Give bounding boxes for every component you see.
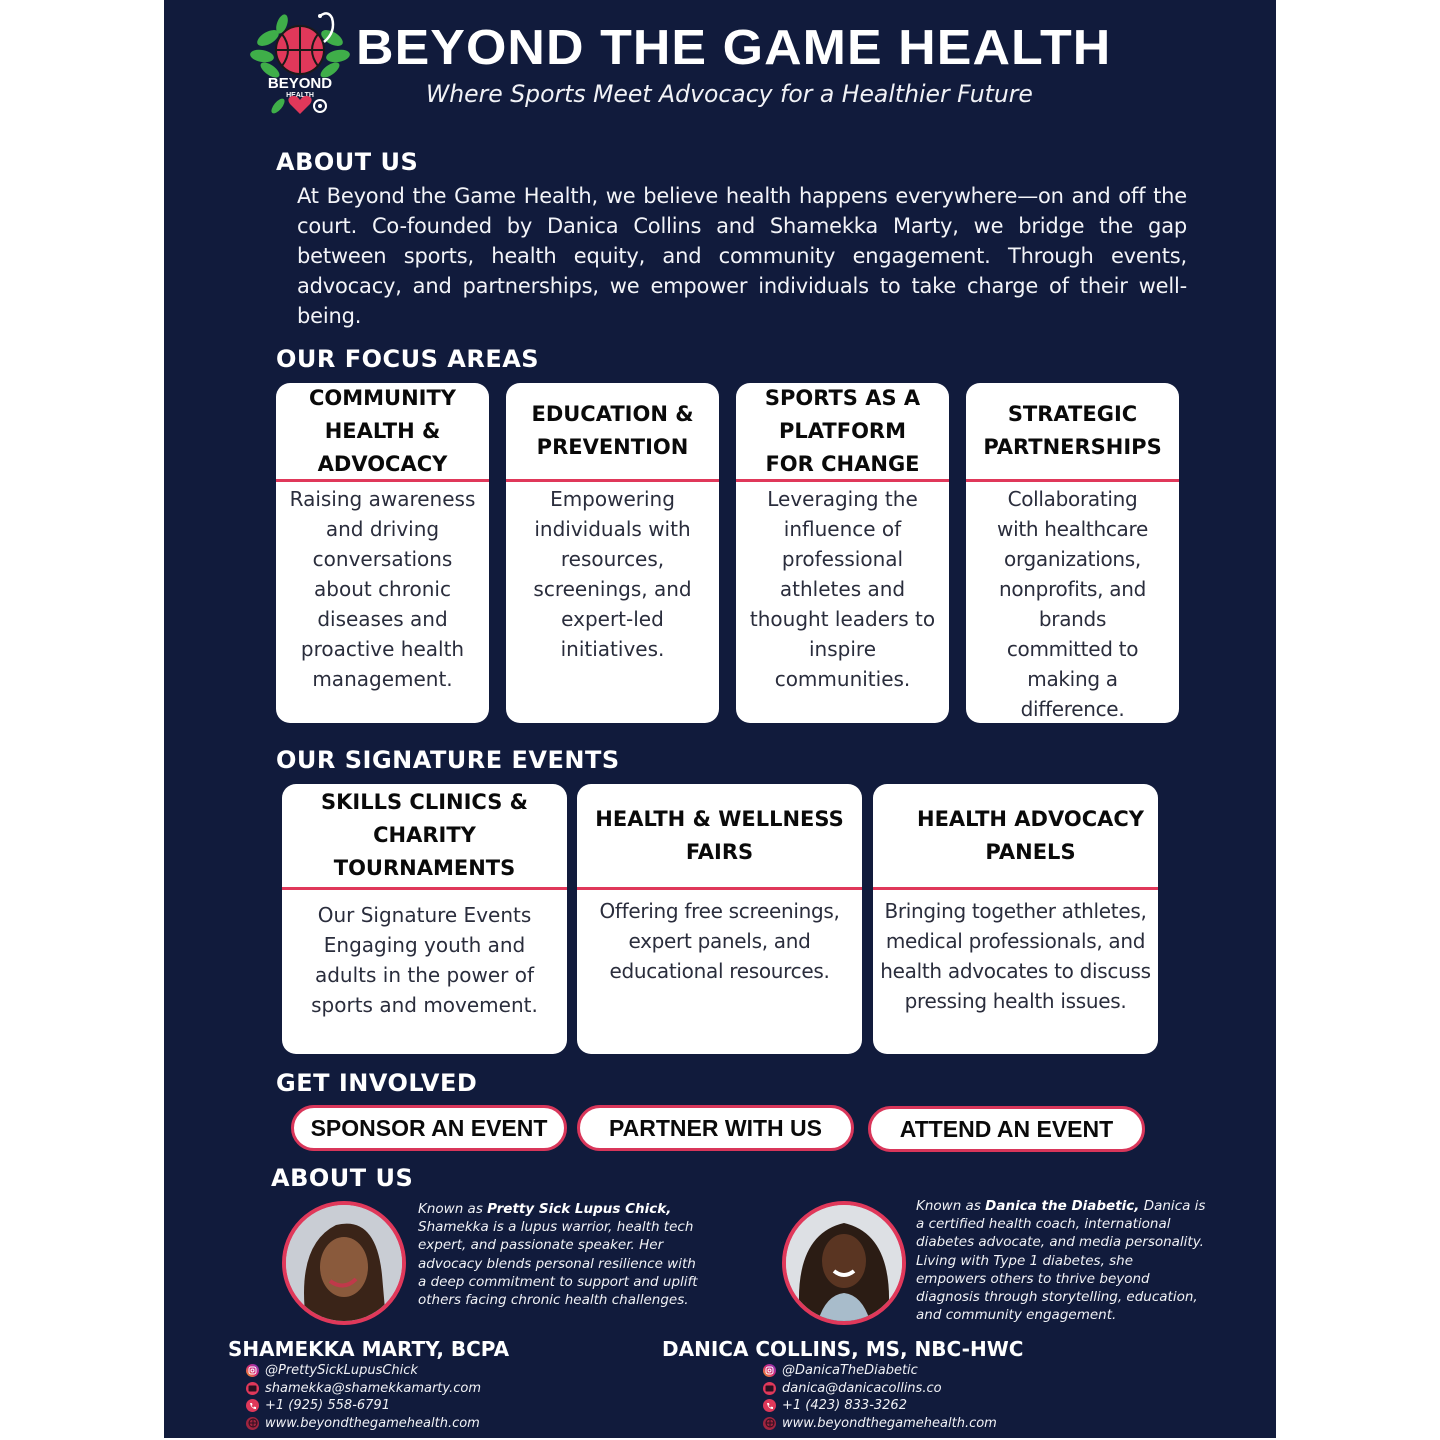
portrait-icon	[286, 1205, 402, 1321]
card-description: Offering free screenings, expert panels, and educational resources.	[599, 899, 840, 983]
event-card-wellness-fairs	[577, 784, 862, 1054]
partner-with-us-button[interactable]: PARTNER WITH US	[577, 1105, 854, 1151]
sponsor-event-button[interactable]: SPONSOR AN EVENT	[291, 1105, 567, 1151]
card-title: STRATEGIC PARTNERSHIPS	[966, 383, 1179, 482]
card-description: Collaborating with healthcare organizations, nonprofits, and brands committed to making a difference.	[997, 487, 1148, 721]
phone-link[interactable]: +1 (423) 833-3262	[763, 1397, 997, 1415]
card-title: SPORTS AS A PLATFORM FOR CHANGE	[736, 383, 949, 482]
event-card-skills-clinics	[282, 784, 567, 1054]
brand-logo	[248, 8, 352, 116]
signature-events-heading: OUR SIGNATURE EVENTS	[276, 746, 620, 774]
event-card-advocacy-panels	[873, 784, 1158, 1054]
focus-card-education	[506, 383, 719, 723]
founders-heading: ABOUT US	[271, 1164, 414, 1192]
phone-icon	[763, 1399, 776, 1412]
instagram-handle[interactable]: @PrettySickLupusChick	[246, 1362, 481, 1380]
card-title: HEALTH ADVOCACY PANELS	[873, 784, 1158, 890]
svg-text:HEALTH: HEALTH	[286, 92, 314, 99]
card-description: Raising awareness and driving conversations about chronic diseases and proactive health management.	[289, 487, 476, 691]
bio-danica: Known as Danica the Diabetic, Danica is a certified health coach, international diabetes advocate, and media personality. Living with Type 1 diabetes, she empowers others to thrive beyond diagnosis through storytelling, education, and community engagement.	[916, 1198, 1206, 1324]
website-link[interactable]: www.beyondthegamehealth.com	[763, 1415, 997, 1433]
organization-title: BEYOND THE GAME HEALTH	[356, 21, 1112, 75]
card-description: Bringing together athletes, medical professionals, and health advocates to discuss pressing health issues.	[880, 899, 1151, 1013]
avatar-danica-collins	[782, 1201, 906, 1325]
get-involved-heading: GET INVOLVED	[276, 1069, 478, 1097]
card-description: Empowering individuals with resources, screenings, and expert-led initiatives.	[533, 487, 692, 661]
svg-text:BEYOND: BEYOND	[267, 75, 333, 92]
name-shamekka-marty: SHAMEKKA MARTY, BCPA	[228, 1337, 510, 1361]
instagram-handle[interactable]: @DanicaTheDiabetic	[763, 1362, 997, 1380]
globe-icon	[763, 1417, 776, 1430]
about-heading: ABOUT US	[276, 148, 419, 176]
focus-card-partnerships	[966, 383, 1179, 723]
card-description: Our Signature Events Engaging youth and adults in the power of sports and movement.	[311, 903, 538, 1017]
contacts-danica	[763, 1362, 997, 1432]
bio-shamekka: Known as Pretty Sick Lupus Chick, Shamekka is a lupus warrior, health tech expert, and passionate speaker. Her advocacy blends personal resilience with a deep commitment to support and uplift others facing chronic health challenges.	[418, 1201, 698, 1309]
globe-icon	[246, 1417, 259, 1430]
phone-link[interactable]: +1 (925) 558-6791	[246, 1397, 481, 1415]
email-icon	[246, 1382, 259, 1395]
phone-icon	[246, 1399, 259, 1412]
name-danica-collins: DANICA COLLINS, MS, NBC-HWC	[662, 1337, 1024, 1361]
alias: Danica the Diabetic,	[985, 1198, 1140, 1214]
focus-areas-heading: OUR FOCUS AREAS	[276, 345, 540, 373]
website-link[interactable]: www.beyondthegamehealth.com	[246, 1415, 481, 1433]
card-title: EDUCATION & PREVENTION	[506, 383, 719, 482]
card-title: SKILLS CLINICS & CHARITY TOURNAMENTS	[282, 784, 567, 890]
focus-card-sports-platform	[736, 383, 949, 723]
attend-event-button[interactable]: ATTEND AN EVENT	[868, 1106, 1145, 1152]
card-description: Leveraging the influence of professional athletes and thought leaders to inspire communities.	[749, 487, 936, 691]
about-paragraph: At Beyond the Game Health, we believe health happens everywhere—on and off the court. Co-founded by Danica Collins and Shamekka Marty, we bridge the gap between sports, health equity, and community engagement. Through events, advocacy, and partnerships, we empower individuals to take charge of their well-being.	[297, 184, 1187, 328]
instagram-icon	[763, 1364, 776, 1377]
email-link[interactable]: shamekka@shamekkamarty.com	[246, 1380, 481, 1398]
avatar-shamekka-marty	[282, 1201, 406, 1325]
contacts-shamekka	[246, 1362, 481, 1432]
flyer	[164, 0, 1276, 1438]
instagram-icon	[246, 1364, 259, 1377]
portrait-icon	[786, 1205, 902, 1321]
email-icon	[763, 1382, 776, 1395]
card-title: HEALTH & WELLNESS FAIRS	[577, 784, 862, 890]
email-link[interactable]: danica@danicacollins.co	[763, 1380, 997, 1398]
focus-card-community-health	[276, 383, 489, 723]
tagline: Where Sports Meet Advocacy for a Healthier Future	[426, 80, 1033, 108]
card-title: COMMUNITY HEALTH & ADVOCACY	[276, 383, 489, 482]
alias: Pretty Sick Lupus Chick,	[487, 1201, 672, 1217]
basketball-stethoscope-logo-icon	[248, 8, 352, 116]
